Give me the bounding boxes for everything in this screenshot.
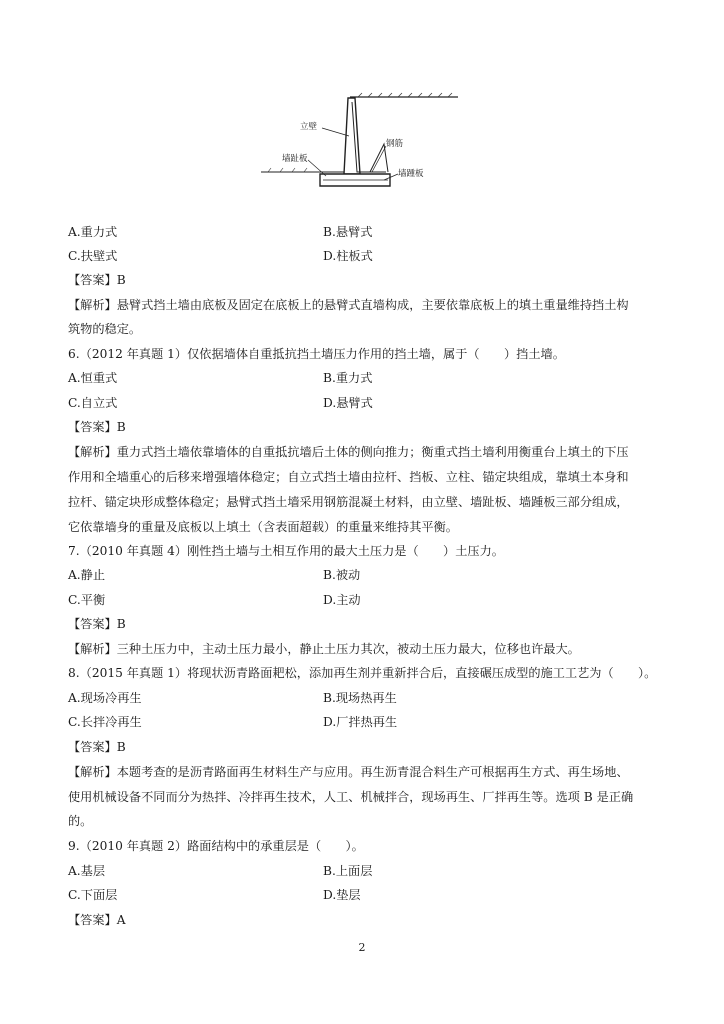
q9-option-c: C.下面层 <box>68 888 118 902</box>
heel-label: 墙踵板 <box>398 169 424 179</box>
q5-option-b: B.悬臂式 <box>323 225 373 239</box>
q5-analysis-line-1: 【解析】悬臂式挡土墙由底板及固定在底板上的悬臂式直墙构成，主要依靠底板上的填土重量维持挡土构 <box>68 298 629 312</box>
q7-stem: 7.（2010 年真题 4）刚性挡土墙与土相互作用的最大土压力是（ ）土压力。 <box>68 544 504 558</box>
toe-label: 墙趾板 <box>282 154 308 164</box>
q7-option-b: B.被动 <box>323 568 361 582</box>
rebar-label: 钢筋 <box>386 139 404 149</box>
q6-option-c: C.自立式 <box>68 396 118 410</box>
q6-analysis-line-2: 作用和全墙重心的后移来增强墙体稳定；自立式挡土墙由拉杆、挡板、立柱、锚定块组成，靠填土本身和 <box>68 470 629 484</box>
q7-analysis-line-1: 【解析】三种土压力中，主动土压力最小，静止土压力其次，被动土压力最大，位移也许最大。 <box>68 642 580 656</box>
q6-option-a: A.恒重式 <box>68 371 118 385</box>
q5-option-a: A.重力式 <box>68 225 118 239</box>
q6-analysis-line-3: 拉杆、锚定块形成整体稳定；悬臂式挡土墙采用钢筋混凝土材料，由立壁、墙趾板、墙踵板三部分组成， <box>68 495 629 509</box>
q9-option-a: A.基层 <box>68 864 106 878</box>
q7-option-a: A.静止 <box>68 568 106 582</box>
q8-answer: 【答案】B <box>68 740 126 754</box>
q8-option-c: C.长拌冷再生 <box>68 715 142 729</box>
q9-option-d: D.垫层 <box>323 888 361 902</box>
q6-analysis-line-4: 它依靠墙身的重量及底板以上填土（含表面超载）的重量来维持其平衡。 <box>68 520 458 534</box>
q5-analysis-line-2: 筑物的稳定。 <box>68 322 142 336</box>
wall-label: 立壁 <box>300 122 318 132</box>
q8-option-b: B.现场热再生 <box>323 691 397 705</box>
q8-analysis-line-2: 使用机械设备不同而分为热拌、冷拌再生技术，人工、机械拌合，现场再生、厂拌再生等。选项 B 是正确 <box>68 790 634 804</box>
q8-analysis-line-1: 【解析】本题考查的是沥青路面再生材料生产与应用。再生沥青混合料生产可根据再生方式、再生场地、 <box>68 765 629 779</box>
q9-stem: 9.（2010 年真题 2）路面结构中的承重层是（ ）。 <box>68 839 364 853</box>
q6-option-b: B.重力式 <box>323 371 373 385</box>
q8-option-a: A.现场冷再生 <box>68 691 142 705</box>
cantilever-wall-diagram <box>258 88 463 194</box>
q9-option-b: B.上面层 <box>323 864 373 878</box>
q9-answer: 【答案】A <box>68 913 126 927</box>
q6-analysis-line-1: 【解析】重力式挡土墙依靠墙体的自重抵抗墙后土体的侧向推力；衡重式挡土墙利用衡重台上填土的下压 <box>68 445 629 459</box>
q8-stem: 8.（2015 年真题 1）将现状沥青路面耙松，添加再生剂并重新拌合后，直接碾压成型的施工工艺为（ ）。 <box>68 666 657 680</box>
q6-answer: 【答案】B <box>68 420 126 434</box>
q6-option-d: D.悬臂式 <box>323 396 373 410</box>
q5-option-c: C.扶壁式 <box>68 249 118 263</box>
q8-analysis-line-3: 的。 <box>68 814 93 828</box>
q7-answer: 【答案】B <box>68 617 126 631</box>
q8-option-d: D.厂拌热再生 <box>323 715 398 729</box>
retaining-wall-figure <box>258 88 463 194</box>
q6-stem: 6.（2012 年真题 1）仅依据墙体自重抵抗挡土墙压力作用的挡土墙，属于（ ）挡土墙。 <box>68 347 565 361</box>
q7-option-c: C.平衡 <box>68 593 106 607</box>
page-number: 2 <box>358 941 366 954</box>
q5-answer: 【答案】B <box>68 273 126 287</box>
q7-option-d: D.主动 <box>323 593 361 607</box>
q5-option-d: D.柱板式 <box>323 249 373 263</box>
